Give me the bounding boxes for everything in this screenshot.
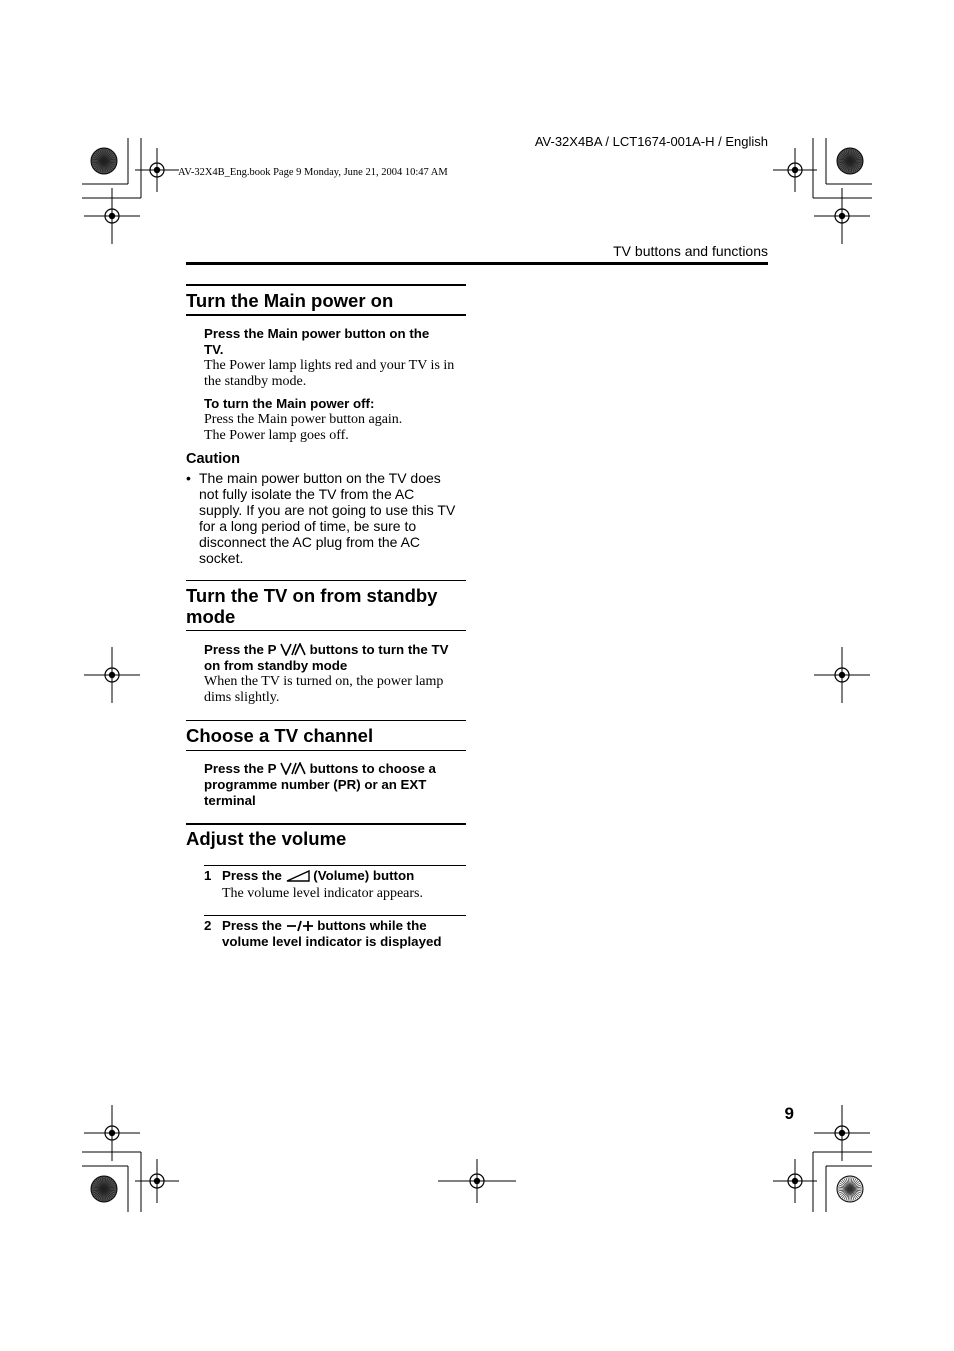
- caution-heading: Caution: [186, 451, 240, 467]
- section-rule: [186, 284, 466, 286]
- desc-standby-1: When the TV is turned on, the power lamp: [204, 674, 444, 689]
- instruction-text: Press the P: [204, 761, 277, 776]
- instruction-text: (Volume) button: [313, 868, 415, 883]
- registration-crosshair-icon: [814, 1105, 870, 1161]
- step-1-instruction: [222, 868, 414, 884]
- step-number: 1: [204, 868, 212, 883]
- registration-crosshair-icon: [84, 188, 140, 244]
- document-id: AV-32X4BA / LCT1674-001A-H / English: [534, 134, 768, 149]
- instruction-text: Press the: [222, 868, 282, 883]
- instruction-text: buttons to choose a: [309, 761, 436, 776]
- instruction-main-power-1: Press the Main power button on the: [204, 326, 430, 341]
- instruction-main-power-2: TV.: [204, 342, 224, 357]
- registration-starburst-icon: [837, 148, 863, 174]
- registration-crosshair-icon: [135, 1159, 179, 1203]
- subheading-power-off: To turn the Main power off:: [204, 396, 375, 411]
- section-rule: [186, 720, 466, 721]
- registration-starburst-icon: [837, 1176, 863, 1202]
- instruction-text: Press the: [222, 918, 282, 933]
- step-2-instruction-line2: volume level indicator is displayed: [222, 934, 442, 949]
- registration-crosshair-icon: [814, 647, 870, 703]
- instruction-standby-2: on from standby mode: [204, 658, 348, 673]
- instruction-text: Press the P: [204, 642, 277, 657]
- registration-crosshair-icon: [84, 1105, 140, 1161]
- caution-line: The main power button on the TV does: [199, 470, 441, 486]
- section-rule: [186, 750, 466, 751]
- instruction-text: buttons while the: [317, 918, 427, 933]
- step-1-desc: The volume level indicator appears.: [222, 886, 423, 901]
- step-rule: [204, 865, 466, 866]
- step-rule: [204, 915, 466, 916]
- registration-crosshair-icon: [814, 188, 870, 244]
- heading-standby-1: Turn the TV on from standby: [186, 585, 438, 606]
- step-number: 2: [204, 918, 212, 933]
- channel-down-up-icon: [280, 762, 306, 775]
- registration-starburst-icon: [91, 1176, 117, 1202]
- section-rule: [186, 580, 466, 581]
- section-rule: [186, 630, 466, 631]
- caution-line: supply. If you are not going to use this TV: [199, 502, 456, 518]
- book-info-stamp: AV-32X4B_Eng.book Page 9 Monday, June 21, 2004 10:47 AM: [178, 167, 448, 178]
- instruction-channel-3: terminal: [204, 793, 256, 808]
- heading-volume: Adjust the volume: [186, 828, 347, 849]
- instruction-channel-2: programme number (PR) or an EXT: [204, 777, 427, 792]
- section-rule: [186, 314, 466, 316]
- minus-plus-icon: [286, 920, 314, 932]
- registration-crosshair-icon: [84, 647, 140, 703]
- desc-main-power-1: The Power lamp lights red and your TV is in: [204, 358, 455, 373]
- registration-crosshair-icon: [773, 1159, 817, 1203]
- section-rule: [186, 823, 466, 825]
- header-rule: [186, 262, 768, 265]
- heading-channel: Choose a TV channel: [186, 725, 374, 746]
- caution-line: socket.: [199, 550, 244, 566]
- heading-standby-2: mode: [186, 606, 236, 627]
- channel-down-up-icon: [280, 643, 306, 656]
- caution-line: for a long period of time, be sure to: [199, 518, 417, 534]
- desc-power-off-2: The Power lamp goes off.: [204, 428, 349, 443]
- desc-standby-2: dims slightly.: [204, 690, 280, 705]
- registration-crosshair-icon: [773, 148, 817, 192]
- registration-starburst-icon: [91, 148, 117, 174]
- volume-icon: [286, 870, 310, 882]
- instruction-channel-1: [204, 761, 436, 777]
- step-2-instruction: [222, 918, 427, 934]
- caution-bullet: •: [186, 470, 191, 486]
- page-number: 9: [784, 1104, 794, 1123]
- desc-power-off-1: Press the Main power button again.: [204, 412, 403, 427]
- instruction-standby-1: [204, 642, 448, 658]
- caution-line: disconnect the AC plug from the AC: [199, 534, 421, 550]
- section-header: TV buttons and functions: [613, 243, 768, 259]
- registration-crosshair-icon: [135, 148, 179, 192]
- desc-main-power-2: the standby mode.: [204, 374, 307, 389]
- heading-main-power: Turn the Main power on: [186, 290, 394, 311]
- caution-line: not fully isolate the TV from the AC: [199, 486, 415, 502]
- instruction-text: buttons to turn the TV: [309, 642, 449, 657]
